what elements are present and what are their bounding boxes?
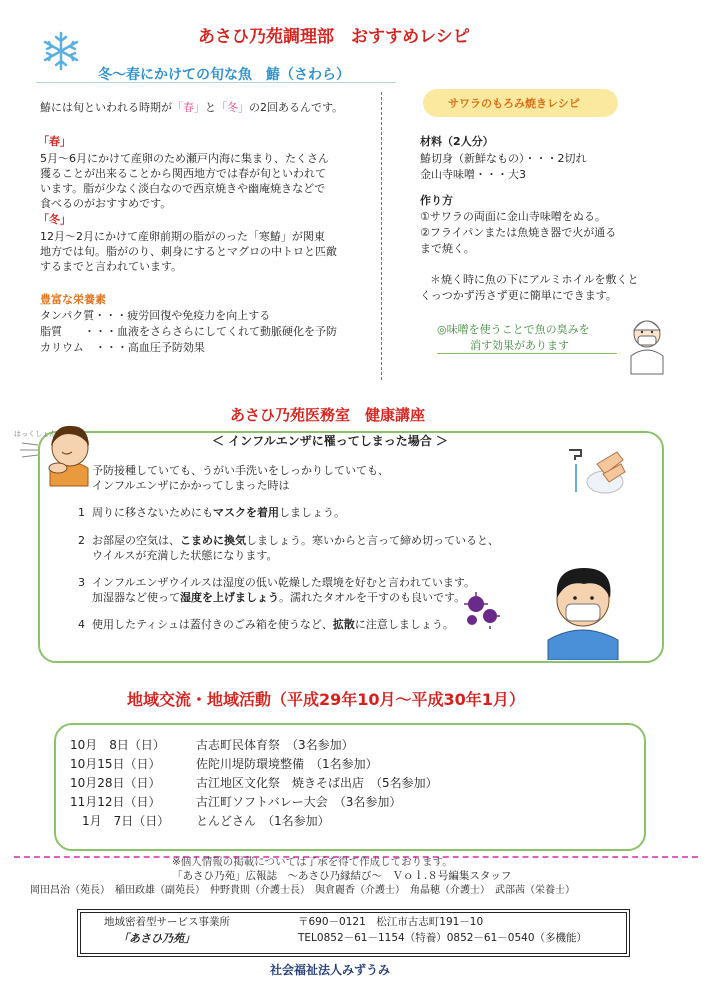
ingredient-item: 金山寺味噌・・・大3 <box>420 168 526 181</box>
step-item: ①サワラの両面に金山寺味噌をぬる。 <box>420 210 606 223</box>
hand-washing-icon <box>565 444 637 500</box>
sneezing-boy-icon <box>38 410 100 488</box>
community-title: 地域交流・地域活動（平成29年10月～平成30年1月） <box>127 690 525 709</box>
event-text: 古江地区文化祭 焼きそば出店 （5名参加） <box>196 776 438 790</box>
health-item-line: ウイルスが充満した状態になります。 <box>92 549 278 562</box>
event-row <box>70 774 438 793</box>
virus-icon <box>462 590 502 630</box>
event-row <box>70 812 438 831</box>
haru-line: 食べるのがおすすめです。 <box>40 197 172 210</box>
recipe-note: 消す効果があります <box>470 339 569 352</box>
event-date: 10月15日（日） <box>70 757 161 771</box>
event-row <box>70 793 438 812</box>
events-list <box>70 736 438 831</box>
event-date: 1月 7日（日） <box>70 814 170 828</box>
health-item-line: 使用したティシュは蓋付きのごみ箱を使うなど、拡散に注意しましょう。 <box>92 618 454 631</box>
fuyu-line: 地方では旬。脂がのり、刺身にするとマグロの中トロと匹敵 <box>40 245 337 258</box>
staff-list: 岡田昌治（苑長） 稲田政雄（副苑長） 仲野貴則（介護士長） 與倉麗香（介護士） 角晶穂（介護士） 武部茜（栄養士） <box>30 885 575 896</box>
step-item: ②フライパンまたは魚焼き器で火が通る <box>420 226 617 239</box>
health-item-number: 3 <box>78 576 85 589</box>
facility-type: 地域密着型サービス事業所 <box>104 916 230 928</box>
facility-tel: TEL0852－61－1154（特養）0852－61－0540（多機能） <box>298 932 588 944</box>
step-item: まで焼く。 <box>420 242 475 255</box>
facility-address: 〒690－0121 松江市古志町191－10 <box>298 916 484 928</box>
event-date: 10月28日（日） <box>70 776 161 790</box>
event-text: とんどさん （1名参加） <box>196 814 330 828</box>
facility-name: 「あさひ乃苑」 <box>118 932 195 945</box>
page-title: あさひ乃苑調理部 おすすめレシピ <box>198 27 470 47</box>
fuyu-line: 12月～2月にかけて産卵前期の脂がのった「寒鰆」が関東 <box>40 230 325 243</box>
health-item-number: 2 <box>78 534 85 547</box>
health-item-line: 周りに移さないためにもマスクを着用しましょう。 <box>92 506 345 519</box>
ingredient-item: 鰆切身（新鮮なもの）・・・2切れ <box>420 152 587 165</box>
haru-line: います。脂が少なく淡白なので西京焼きや幽庵焼きなどで <box>40 182 326 195</box>
haru-line: 獲ることが出来ることから関西地方では春が旬といわれて <box>40 167 326 180</box>
event-row <box>70 736 438 755</box>
nutrition-heading: 豊富な栄養素 <box>40 293 106 306</box>
fuyu-line: するまでと言われています。 <box>40 260 183 273</box>
staff-title: 「あさひ乃苑」広報誌 ～あさひ乃縁結び～ Ｖｏｌ.８号編集スタッフ <box>172 870 512 882</box>
sneeze-spray-icon <box>18 442 40 458</box>
recipe-tip: くっつかず汚さず更に簡単にできます。 <box>420 289 617 302</box>
health-item-line: インフルエンザウイルスは湿度の低い乾燥した環境を好むと言われています。 <box>92 576 476 589</box>
event-date: 10月 8日（日） <box>70 738 165 752</box>
nutrition-item: 脂質 ・・・血液をさらさらにしてくれて動脈硬化を予防 <box>40 325 337 338</box>
fuyu-heading: 「冬」 <box>38 213 71 226</box>
nutrition-item: タンパク質・・・疲労回復や免疫力を向上する <box>40 309 271 322</box>
subtitle-underline <box>36 82 396 83</box>
nutrition-item: カリウム ・・・高血圧予防効果 <box>40 341 205 354</box>
masked-boy-icon <box>544 556 622 660</box>
health-intro: 予防接種していても、うがい手洗いをしっかりしていても、 <box>92 464 389 477</box>
section-subtitle: 冬～春にかけての旬な魚 鰆（さわら） <box>98 67 350 83</box>
health-item-number: 4 <box>78 618 85 631</box>
health-item-line: 加湿器など使って湿度を上げましょう。濡れたタオルを干すのも良いです。 <box>92 591 466 604</box>
health-item-number: 1 <box>78 506 85 519</box>
event-text: 佐陀川堤防環境整備 （1名参加） <box>196 757 378 771</box>
sneeze-text: はっくしょん <box>14 430 56 438</box>
ingredients-heading: 材料（2人分） <box>420 135 494 148</box>
health-title: あさひ乃苑医務室 健康講座 <box>230 406 426 424</box>
health-subheading: ＜ インフルエンザに罹ってしまった場合 ＞ <box>212 434 448 448</box>
haru-heading: 「春」 <box>38 135 71 148</box>
recipe-tip: ＊焼く時に魚の下にアルミホイルを敷くと <box>430 273 639 286</box>
privacy-note: ※個人情報の掲載については了承を得て作成しております。 <box>172 856 453 868</box>
health-item-line: お部屋の空気は、こまめに換気しましょう。寒いからと言って締め切っていると、 <box>92 534 499 547</box>
organization-name: 社会福祉法人みずうみ <box>270 963 391 977</box>
cook-icon <box>625 308 669 376</box>
recipe-title: サワラのもろみ焼きレシピ <box>448 97 580 110</box>
column-divider <box>381 92 382 380</box>
intro-line: 鰆には旬といわれる時期が「春」と「冬」の2回あるんです。 <box>40 101 344 114</box>
recipe-note: ◎味噌を使うことで魚の臭みを <box>437 323 590 336</box>
snowflake-icon <box>40 30 82 72</box>
steps-heading: 作り方 <box>420 194 453 207</box>
event-text: 古江町ソフトバレー大会 （3名参加） <box>196 795 402 809</box>
event-date: 11月12日（日） <box>70 795 161 809</box>
event-row <box>70 755 438 774</box>
event-text: 古志町民体育祭 （3名参加） <box>196 738 354 752</box>
note-underline <box>437 353 617 354</box>
haru-line: 5月～6月にかけて産卵のため瀬戸内海に集まり、たくさん <box>40 152 329 165</box>
health-intro: インフルエンザにかかってしまった時は <box>92 479 290 492</box>
